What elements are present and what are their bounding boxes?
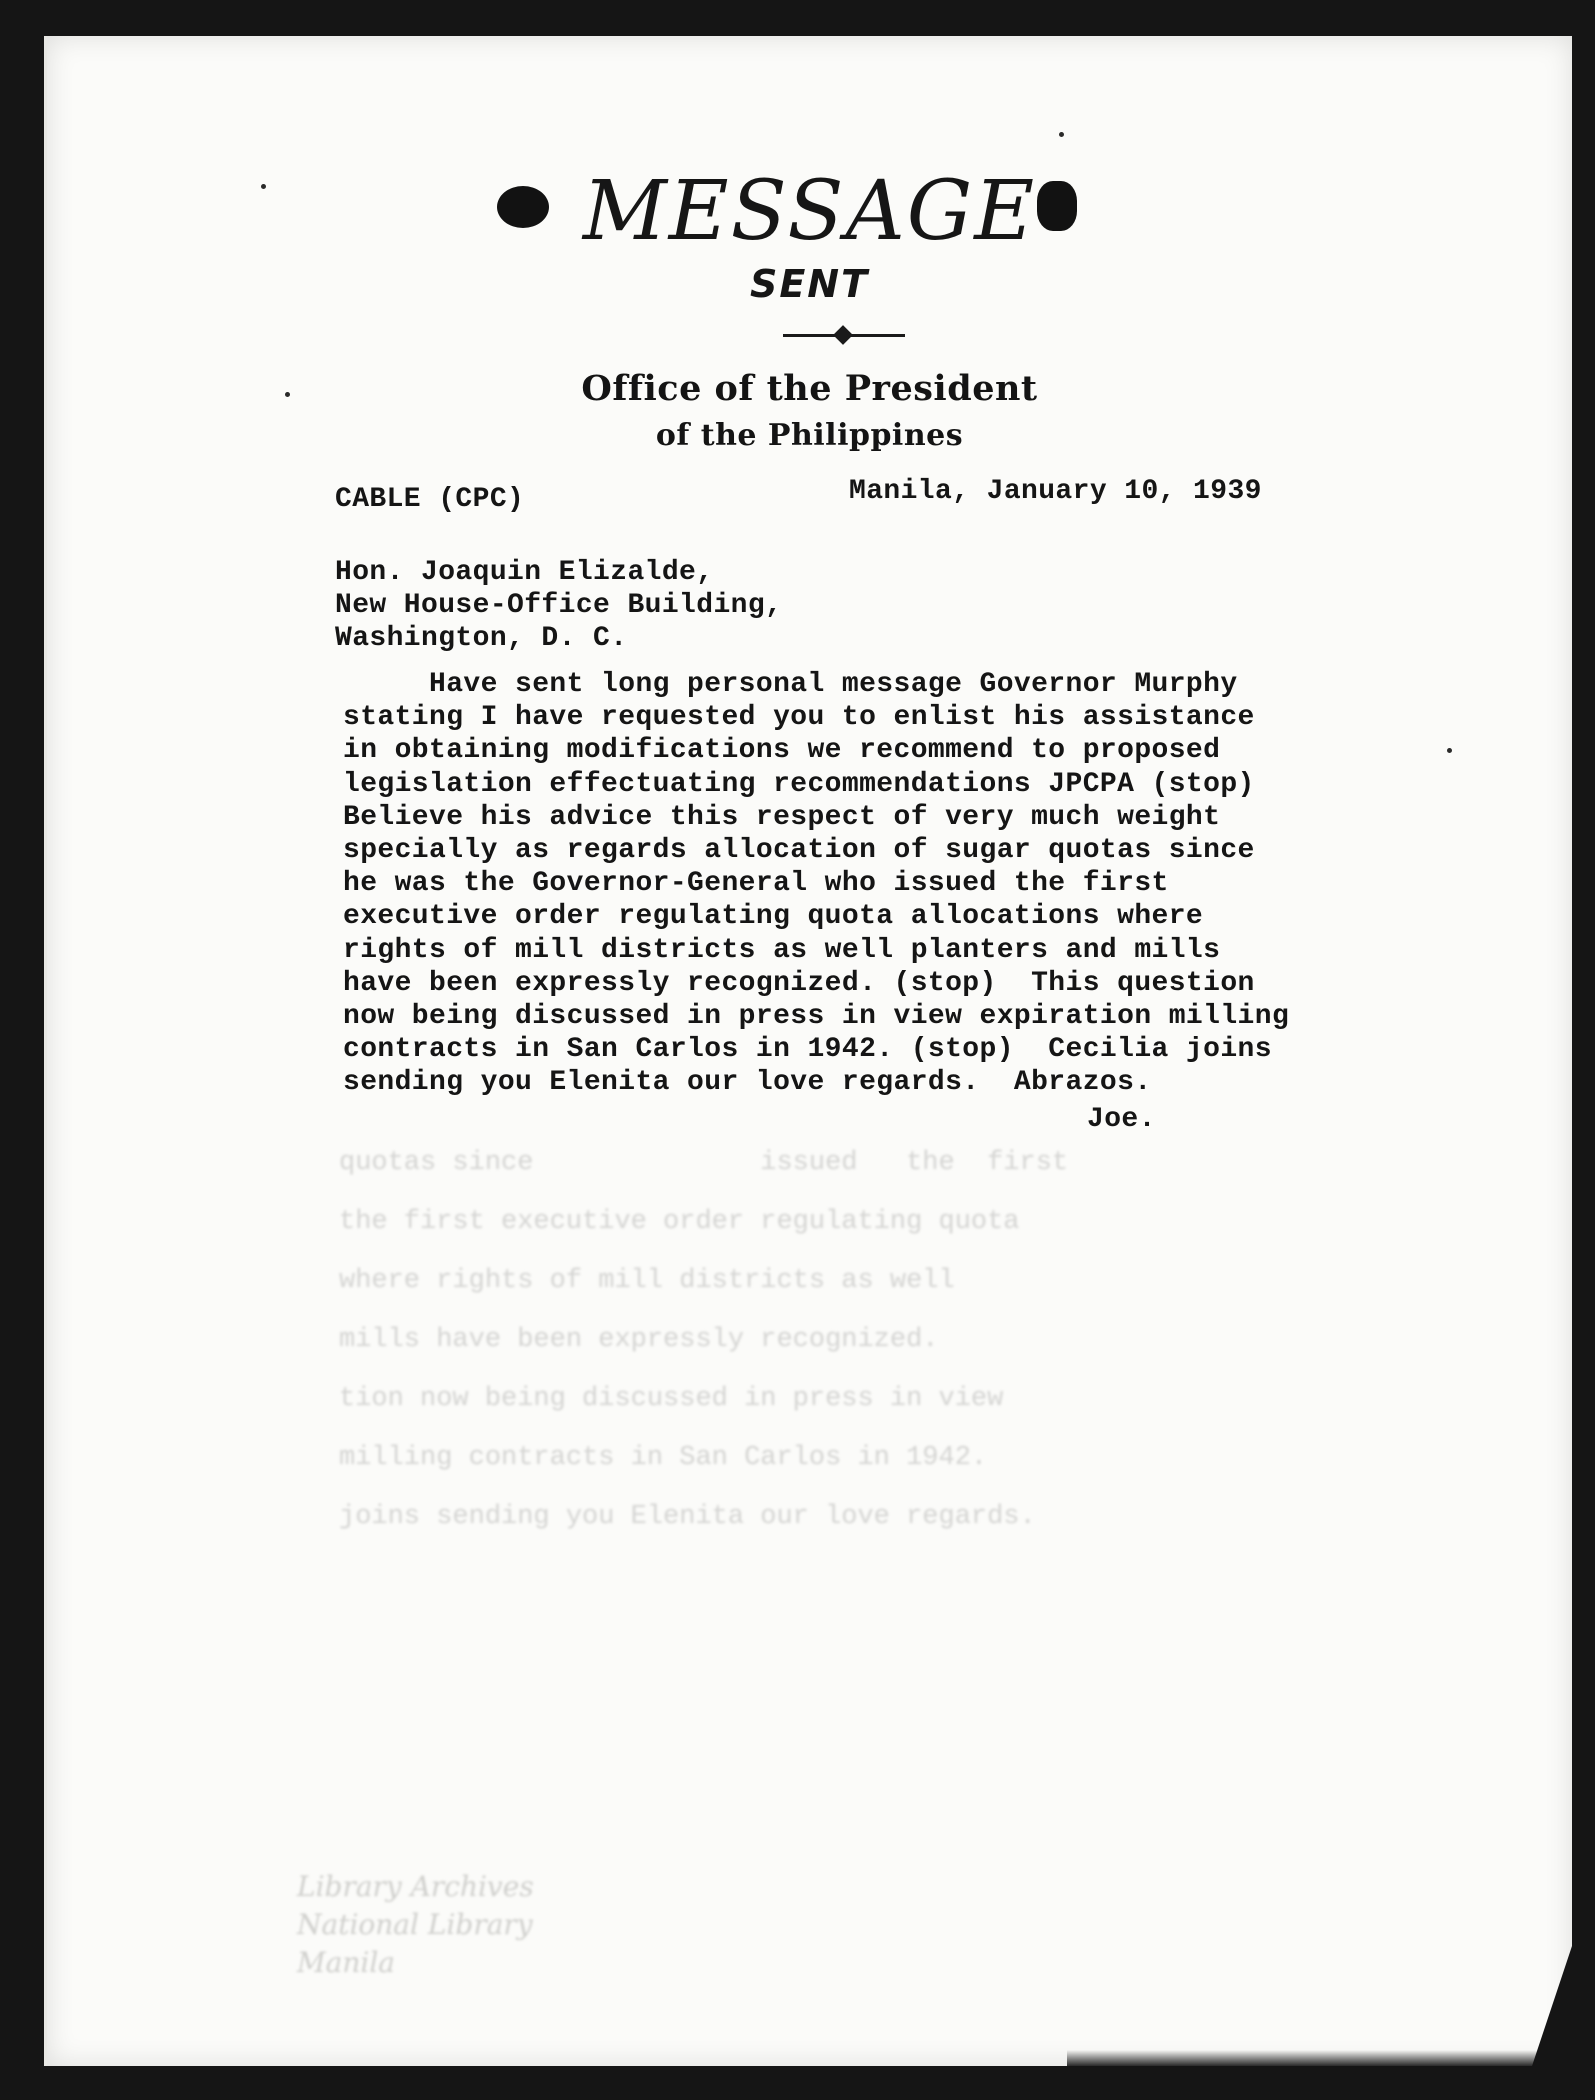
paper-speck (261, 184, 266, 189)
body-line: executive order regulating quota allocations where (343, 901, 1204, 933)
message-sheet (44, 36, 1572, 2066)
bleed-through-line: tion now being discussed in press in view (339, 1384, 1004, 1414)
message-body (343, 668, 1403, 1100)
body-line: Believe his advice this respect of very much weight (343, 801, 1221, 833)
bleed-through-line: quotas since issued the first (339, 1148, 1069, 1178)
bleed-through-line: the first executive order regulating quota (339, 1207, 1020, 1237)
bleed-through-line: mills have been expressly recognized. (339, 1325, 939, 1355)
office-title: Office of the President (581, 368, 1038, 409)
addressee-line: Hon. Joaquin Elizalde, (335, 557, 714, 588)
body-line: specially as regards allocation of sugar quotas since (343, 835, 1255, 867)
bleed-through-line: milling contracts in San Carlos in 1942. (339, 1443, 988, 1473)
torn-edge (1067, 2050, 1572, 2066)
addressee-line: New House-Office Building, (335, 590, 783, 621)
stamp-line: Library Archives (297, 1870, 534, 1903)
cable-type: CABLE (CPC) (335, 484, 525, 515)
bleed-through-line: joins sending you Elenita our love regards. (339, 1502, 1036, 1532)
paper-speck (1447, 748, 1452, 753)
torn-corner (1532, 1946, 1572, 2066)
office-subtitle: of the Philippines (655, 418, 964, 453)
bleed-through-text (339, 1134, 1389, 1547)
body-line: in obtaining modifications we recommend to proposed (343, 735, 1221, 767)
body-line: sending you Elenita our love regards. Abrazos. (343, 1067, 1152, 1099)
body-line: have been expressly recognized. (stop) This question (343, 967, 1255, 999)
sent-label: SENT (749, 262, 870, 306)
addressee-line: Washington, D. C. (335, 623, 628, 654)
body-line: stating I have requested you to enlist his assistance (343, 702, 1255, 734)
body-line: legislation effectuating recommendations JPCPA (stop) (343, 768, 1255, 800)
faded-stamp (297, 1868, 534, 1982)
paper-speck (1059, 132, 1064, 137)
ornament-diamond-icon (833, 325, 853, 345)
body-line: he was the Governor-General who issued the first (343, 868, 1169, 900)
stamp-line: Manila (297, 1946, 395, 1979)
dateline: Manila, January 10, 1939 (849, 476, 1262, 507)
stamp-line: National Library (297, 1908, 533, 1941)
body-line: now being discussed in press in view expiration milling (343, 1001, 1290, 1033)
message-heading: MESSAGE (582, 164, 1037, 259)
paper-speck (285, 392, 290, 397)
signoff: Joe. (1087, 1104, 1156, 1135)
body-line: Have sent long personal message Governor Murphy (343, 669, 1238, 700)
addressee-block (335, 556, 782, 655)
bleed-through-line: where rights of mill districts as well (339, 1266, 955, 1296)
body-line: rights of mill districts as well planters and mills (343, 934, 1221, 966)
body-line: contracts in San Carlos in 1942. (stop) Cecilia joins (343, 1034, 1272, 1066)
